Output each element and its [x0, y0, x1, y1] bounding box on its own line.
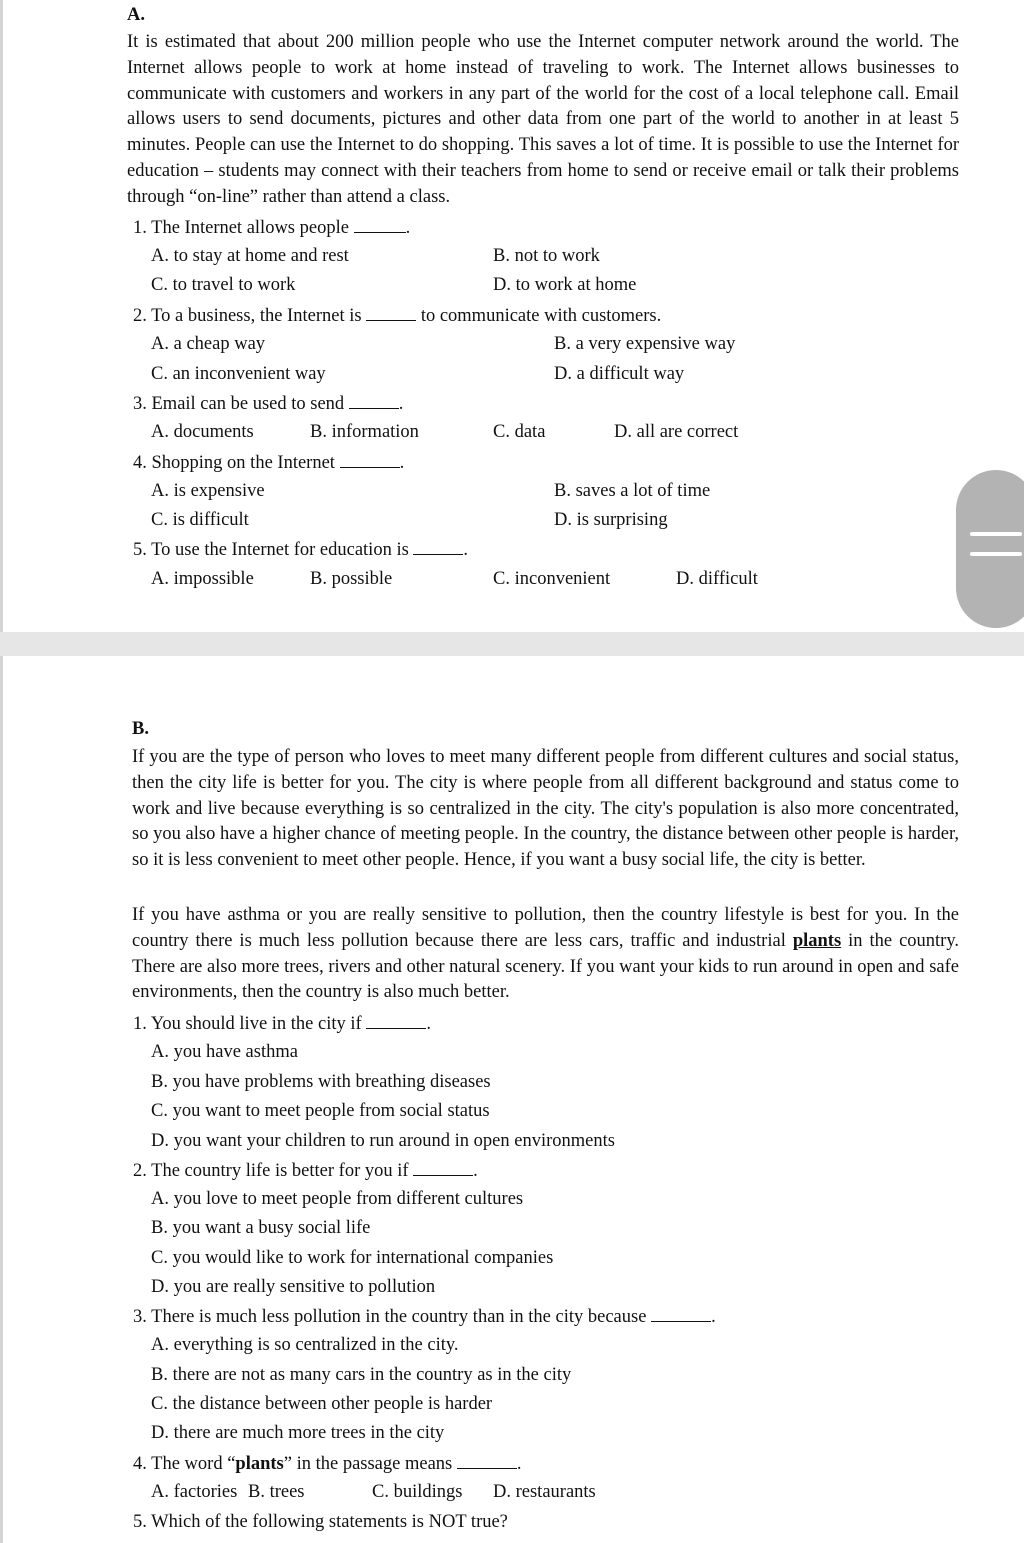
b-question-4: 4. The word “plants” in the passage means .	[133, 1454, 522, 1474]
b-q4-option-d[interactable]: D. restaurants	[493, 1482, 596, 1502]
a-q4-option-c[interactable]: C. is difficult	[151, 510, 249, 530]
a-q3-option-a[interactable]: A. documents	[151, 422, 254, 442]
a-question-1: 1. The Internet allows people .	[133, 218, 411, 238]
a-q1-option-d[interactable]: D. to work at home	[493, 275, 637, 295]
scroll-handle[interactable]	[956, 470, 1024, 628]
answer-blank	[340, 452, 400, 468]
a-q5-option-b[interactable]: B. possible	[310, 569, 393, 589]
b-q2-option-d[interactable]: D. you are really sensitive to pollution	[151, 1277, 436, 1297]
a-q2-option-c[interactable]: C. an inconvenient way	[151, 364, 326, 384]
a-q1-option-b[interactable]: B. not to work	[493, 246, 600, 266]
section-b-passage-1: If you are the type of person who loves to meet many different people from different cultures and social status, then the city life is better for you. The city is where people from all different background and status come to work and live because everything is so centralized in the city. The city's population is also more concentrated, so you also have a higher chance of meeting people. In the country, the distance between other people is harder, so it is less convenient to meet other people. Hence, if you want a busy social life, the city is better.	[132, 747, 959, 871]
answer-blank	[651, 1306, 711, 1322]
keyword-plants: plants	[792, 930, 842, 951]
b-q4-option-b[interactable]: B. trees	[248, 1482, 305, 1502]
a-q3-option-b[interactable]: B. information	[310, 422, 419, 442]
a-question-2: 2. To a business, the Internet is to communicate with customers.	[133, 306, 662, 326]
b-question-3: 3. There is much less pollution in the country than in the city because .	[133, 1307, 716, 1327]
answer-blank	[413, 1160, 473, 1176]
a-q4-option-d[interactable]: D. is surprising	[554, 510, 668, 530]
b-q3-option-a[interactable]: A. everything is so centralized in the city.	[151, 1335, 459, 1355]
b-question-5: 5. Which of the following statements is NOT true?	[133, 1512, 508, 1532]
b-question-1: 1. You should live in the city if .	[133, 1014, 431, 1034]
b-q1-option-d[interactable]: D. you want your children to run around in open environments	[151, 1131, 615, 1151]
answer-blank	[354, 217, 406, 233]
section-a-passage: It is estimated that about 200 million people who use the Internet computer network around the world. The Internet allows people to work at home instead of traveling to work. The Internet allows businesses to communicate with customers and workers in any part of the world for the cost of a local telephone call. Email allows users to send documents, pictures and other data from one part of the world to another in at least 5 minutes. People can use the Internet to do shopping. This saves a lot of time. It is possible to use the Internet for education – students may connect with their teachers from home to send or receive email or talk their problems through “on-line” rather than attend a class.	[127, 32, 959, 207]
b-q4-option-c[interactable]: C. buildings	[372, 1482, 463, 1502]
a-q1-option-c[interactable]: C. to travel to work	[151, 275, 296, 295]
b-q1-option-b[interactable]: B. you have problems with breathing diseases	[151, 1072, 491, 1092]
a-q3-option-d[interactable]: D. all are correct	[614, 422, 739, 442]
a-question-4: 4. Shopping on the Internet .	[133, 453, 405, 473]
section-b-label: B.	[132, 719, 149, 739]
b-q1-option-a[interactable]: A. you have asthma	[151, 1042, 298, 1062]
a-q3-option-c[interactable]: C. data	[493, 422, 546, 442]
grip-line-icon	[970, 552, 1022, 556]
b-question-2: 2. The country life is better for you if .	[133, 1161, 478, 1181]
b-q3-option-d[interactable]: D. there are much more trees in the city	[151, 1423, 445, 1443]
section-a-card	[0, 0, 1024, 632]
b-q2-option-c[interactable]: C. you would like to work for international companies	[151, 1248, 554, 1268]
a-q4-option-b[interactable]: B. saves a lot of time	[554, 481, 711, 501]
a-q5-option-c[interactable]: C. inconvenient	[493, 569, 611, 589]
a-q2-option-a[interactable]: A. a cheap way	[151, 334, 266, 354]
section-b-passage-2: If you have asthma or you are really sensitive to pollution, then the country lifestyle is best for you. In the country there is much less pollution because there are less cars, traffic and industrial plants in the country. There are also more trees, rivers and other natural scenery. If you want your kids to run around in open and safe environments, then the country is also much better.	[132, 905, 960, 1003]
a-q5-option-d[interactable]: D. difficult	[676, 569, 758, 589]
section-b-card	[0, 656, 1024, 1543]
answer-blank	[366, 1013, 426, 1029]
a-question-5: 5. To use the Internet for education is .	[133, 540, 469, 560]
b-q4-option-a[interactable]: A. factories	[151, 1482, 238, 1502]
a-q5-option-a[interactable]: A. impossible	[151, 569, 254, 589]
a-q4-option-a[interactable]: A. is expensive	[151, 481, 265, 501]
answer-blank	[349, 393, 399, 409]
b-q1-option-c[interactable]: C. you want to meet people from social status	[151, 1101, 490, 1121]
b-q3-option-c[interactable]: C. the distance between other people is harder	[151, 1394, 493, 1414]
answer-blank	[366, 305, 416, 321]
b-q3-option-b[interactable]: B. there are not as many cars in the country as in the city	[151, 1365, 572, 1385]
a-q1-option-a[interactable]: A. to stay at home and rest	[151, 246, 349, 266]
b-q2-option-a[interactable]: A. you love to meet people from different cultures	[151, 1189, 524, 1209]
a-question-3: 3. Email can be used to send .	[133, 394, 404, 414]
a-q2-option-b[interactable]: B. a very expensive way	[554, 334, 736, 354]
section-a-label: A.	[127, 5, 145, 25]
b-q2-option-b[interactable]: B. you want a busy social life	[151, 1218, 371, 1238]
answer-blank	[413, 539, 463, 555]
grip-line-icon	[970, 532, 1022, 536]
a-q2-option-d[interactable]: D. a difficult way	[554, 364, 685, 384]
answer-blank	[457, 1453, 517, 1469]
